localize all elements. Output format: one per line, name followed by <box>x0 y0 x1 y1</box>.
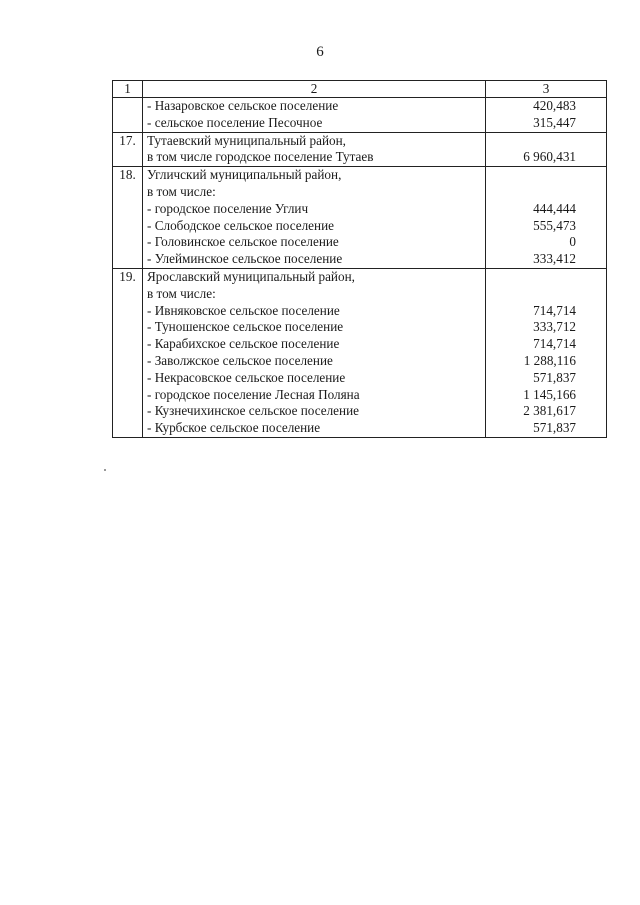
description-line: в том числе: <box>147 285 216 301</box>
amount-value: 1 288,116 <box>523 352 576 368</box>
row-amounts <box>486 98 607 133</box>
description-line: - Заволжское сельское поселение <box>147 352 333 368</box>
row-amounts <box>486 132 607 167</box>
description-line: - Туношенское сельское поселение <box>147 319 344 335</box>
allocation-table <box>112 80 607 438</box>
row-number: 18. <box>113 167 143 269</box>
amount-value: 444,444 <box>533 200 576 216</box>
description-line: - Курбское сельское поселение <box>147 420 321 436</box>
amount-value: 571,837 <box>533 369 576 385</box>
description-line: - Карабихское сельское поселение <box>147 336 340 352</box>
description-line: в том числе: <box>147 183 216 199</box>
row-amounts <box>486 167 607 269</box>
table-row <box>113 167 607 269</box>
amount-value: 714,714 <box>533 336 576 352</box>
description-line: - Слободское сельское поселение <box>147 217 334 233</box>
column-header-number: 1 <box>113 81 143 98</box>
amount-value: 6 960,431 <box>523 149 576 165</box>
amount-value: 555,473 <box>533 217 576 233</box>
amount-value <box>486 269 606 286</box>
table-header-row <box>113 81 607 98</box>
description-line: - Назаровское сельское поселение <box>147 98 339 113</box>
row-number: 17. <box>113 132 143 167</box>
amount-value: 333,412 <box>533 251 576 267</box>
row-description <box>143 167 486 269</box>
description-line: - городское поселение Лесная Поляна <box>147 386 360 402</box>
description-line: - Головинское сельское поселение <box>147 234 339 250</box>
description-line: Тутаевский муниципальный район, <box>147 132 346 148</box>
amount-value <box>486 184 606 201</box>
description-line: Угличский муниципальный район, <box>147 167 342 183</box>
amount-value: 571,837 <box>533 420 576 436</box>
row-description <box>143 98 486 133</box>
amount-value <box>486 167 606 184</box>
row-number <box>113 98 143 133</box>
table-row <box>113 132 607 167</box>
row-amounts <box>486 268 607 437</box>
table-row <box>113 98 607 133</box>
description-line: - Кузнечихинское сельское поселение <box>147 403 359 419</box>
description-line: в том числе городское поселение Тутаев <box>147 149 374 165</box>
row-number: 19. <box>113 268 143 437</box>
description-line: - Ивняковское сельское поселение <box>147 302 340 318</box>
amount-value: 420,483 <box>533 98 576 113</box>
amount-value: 2 381,617 <box>523 403 576 419</box>
description-line: Ярославский муниципальный район, <box>147 268 355 284</box>
amount-value: 0 <box>569 234 576 250</box>
description-line: - городское поселение Углич <box>147 200 309 216</box>
row-description <box>143 268 486 437</box>
amount-value: 315,447 <box>533 114 576 130</box>
amount-value <box>486 286 606 303</box>
row-description <box>143 132 486 167</box>
amount-value: 1 145,166 <box>523 386 576 402</box>
page-number: 6 <box>316 44 324 60</box>
description-line: - Некрасовское сельское поселение <box>147 369 346 385</box>
column-header-name: 2 <box>143 81 486 98</box>
amount-value: 333,712 <box>533 319 576 335</box>
amount-value: 714,714 <box>533 302 576 318</box>
description-line: - Улейминское сельское поселение <box>147 251 343 267</box>
amount-value <box>486 133 606 150</box>
scan-speck <box>104 469 106 471</box>
column-header-amount: 3 <box>486 81 607 98</box>
table-row <box>113 268 607 437</box>
description-line: - сельское поселение Песочное <box>147 114 323 130</box>
